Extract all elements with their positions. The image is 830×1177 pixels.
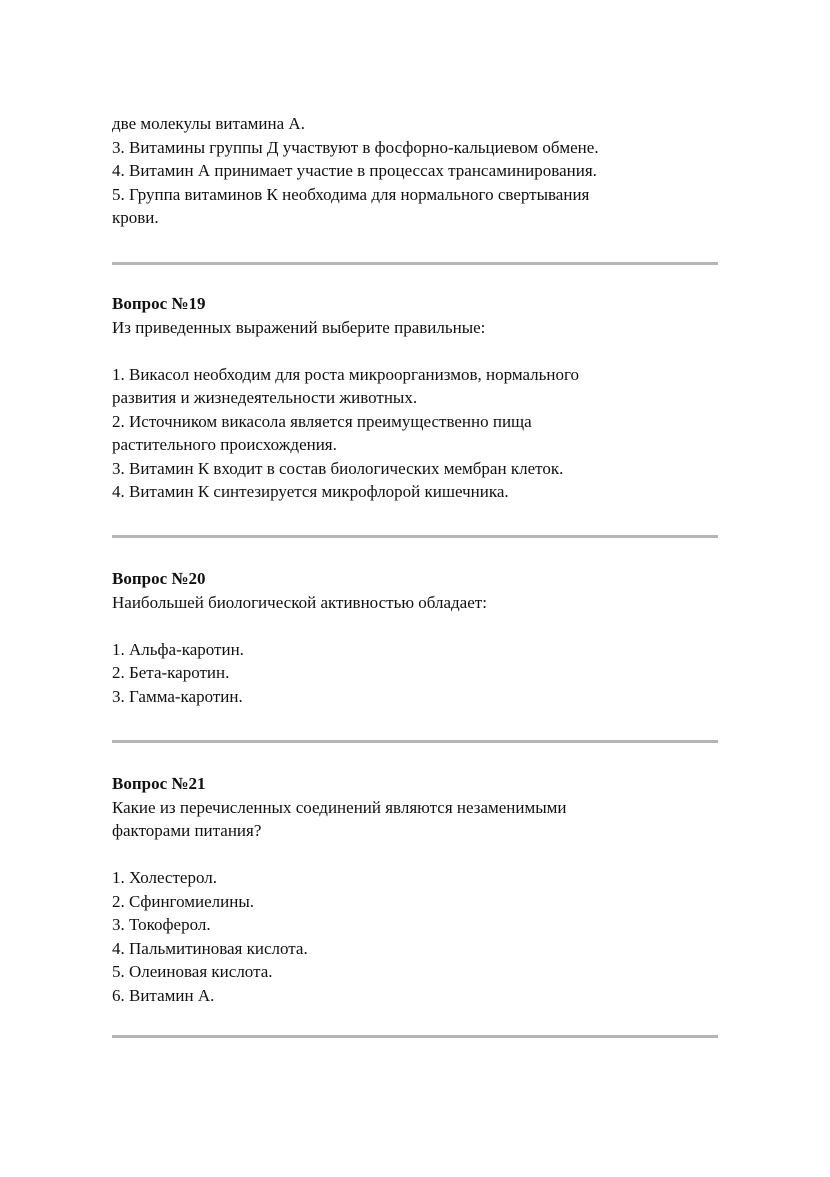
question-20 xyxy=(112,567,722,708)
question-19 xyxy=(112,292,722,504)
option-line: 3. Витамин К входит в состав биологических мембран клеток. xyxy=(112,458,564,478)
option-line: 6. Витамин А. xyxy=(112,985,215,1005)
question-prompt: Какие из перечисленных соединений являются незаменимыми xyxy=(112,797,567,817)
text-line: 3. Витамины группы Д участвуют в фосфорно-кальциевом обмене. xyxy=(112,137,599,157)
question-prompt: Из приведенных выражений выберите правильные: xyxy=(112,317,486,337)
option-line: 1. Альфа-каротин. xyxy=(112,639,244,659)
question-prompt: факторами питания? xyxy=(112,821,262,840)
question-title: Вопрос №21 xyxy=(112,774,206,793)
text-line: две молекулы витамина А. xyxy=(112,114,305,133)
question-21 xyxy=(112,772,722,1007)
question-title: Вопрос №19 xyxy=(112,294,206,313)
option-line: 1. Холестерол. xyxy=(112,868,217,887)
separator-rule xyxy=(112,262,718,265)
option-line: 4. Витамин К синтезируется микрофлорой кишечника. xyxy=(112,482,509,501)
option-line: 3. Токоферол. xyxy=(112,915,211,934)
option-line: растительного происхождения. xyxy=(112,435,337,454)
option-line: 2. Сфингомиелины. xyxy=(112,891,255,911)
separator-rule xyxy=(112,535,718,538)
text-line: 5. Группа витаминов К необходима для нормального свертывания xyxy=(112,184,590,204)
option-line: 5. Олеиновая кислота. xyxy=(112,962,273,981)
text-line: 4. Витамин А принимает участие в процессах трансаминирования. xyxy=(112,161,597,180)
question-title: Вопрос №20 xyxy=(112,569,206,588)
option-line: 1. Викасол необходим для роста микроорганизмов, нормального xyxy=(112,364,580,384)
option-line: 2. Бета-каротин. xyxy=(112,663,230,682)
option-line: 3. Гамма-каротин. xyxy=(112,686,243,706)
option-line: 4. Пальмитиновая кислота. xyxy=(112,938,308,958)
question-prompt: Наибольшей биологической активностью обладает: xyxy=(112,592,487,612)
intro-block xyxy=(112,112,722,230)
separator-rule xyxy=(112,740,718,743)
option-line: 2. Источником викасола является преимущественно пища xyxy=(112,411,532,431)
text-line: крови. xyxy=(112,208,159,227)
separator-rule xyxy=(112,1035,718,1038)
option-line: развития и жизнедеятельности животных. xyxy=(112,388,418,407)
